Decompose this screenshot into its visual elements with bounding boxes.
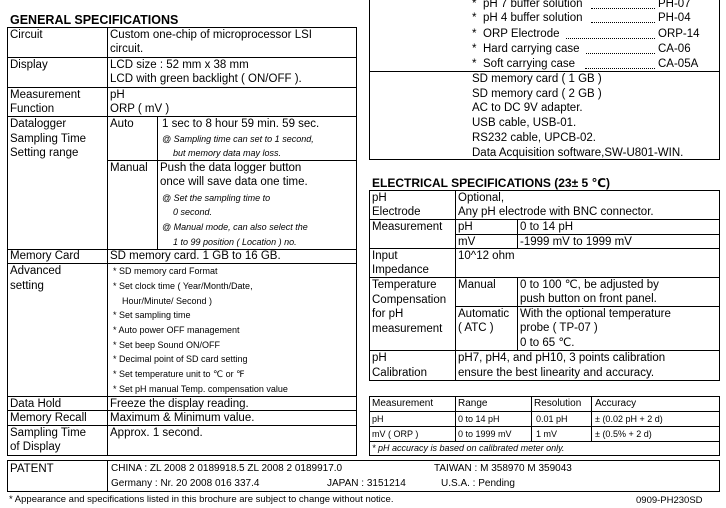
memory-card-label: Memory Card — [10, 250, 80, 262]
display-sampling-label: Sampling Time — [10, 427, 87, 439]
patent-border — [7, 491, 720, 492]
measurement-ph-unit: pH — [458, 221, 473, 233]
display-sampling-label: of Display — [10, 441, 61, 453]
measurement-mv-range: -1999 mV to 1999 mV — [520, 236, 632, 248]
advanced-setting-label: setting — [10, 280, 44, 292]
temp-comp-auto-value: 0 to 65 ℃. — [520, 337, 575, 349]
accessory-bullet: * — [472, 12, 477, 24]
accessory-bullet: * — [472, 58, 477, 70]
circuit-value: circuit. — [110, 43, 144, 55]
display-sampling-value: Approx. 1 second. — [110, 427, 203, 439]
accessory-item: Soft carrying case — [483, 58, 576, 70]
accessory-border — [719, 0, 720, 160]
general-spec-title: GENERAL SPECIFICATIONS — [10, 13, 179, 27]
patent-border — [719, 460, 720, 492]
row-divider — [517, 219, 518, 249]
patent-border — [7, 460, 720, 461]
accessory-code: ORP-14 — [658, 28, 700, 40]
datalogger-auto-label: Auto — [110, 118, 134, 130]
ph-calibration-label: pH — [372, 352, 387, 364]
advanced-setting-item: * Decimal point of SD card setting — [113, 354, 248, 364]
accessory-other: Data Acquisition software,SW-U801-WIN. — [472, 147, 684, 159]
measurement-function-label: Measurement — [10, 89, 81, 101]
advanced-setting-label: Advanced — [10, 265, 62, 277]
accessory-code: CA-06 — [658, 43, 691, 55]
accuracy-cell: 1 mV — [536, 429, 558, 439]
ph-electrode-value: Any pH electrode with BNC connector. — [458, 206, 654, 218]
accuracy-cell: pH — [372, 414, 384, 424]
accuracy-header: Accuracy — [595, 398, 637, 409]
temp-comp-manual-value: push button on front panel. — [520, 293, 657, 305]
accuracy-header: Resolution — [534, 398, 582, 409]
datalogger-manual-label: Manual — [110, 162, 148, 174]
measurement-label: Measurement — [372, 221, 443, 233]
row-divider — [157, 116, 158, 249]
general-table-border — [356, 27, 357, 456]
ph-calibration-label: Calibration — [372, 367, 427, 379]
advanced-setting-item: * SD memory card Format — [113, 266, 218, 276]
accuracy-cell: ± (0.5% + 2 d) — [595, 429, 652, 439]
advanced-setting-item: * Set pH manual Temp. compensation value — [113, 384, 288, 394]
datalogger-auto-note: but memory data may loss. — [173, 148, 282, 158]
accessory-border — [369, 0, 370, 160]
patent-china: CHINA : ZL 2008 2 0189918.5 ZL 2008 2 0189917.0 — [111, 463, 343, 474]
electrical-table-border — [369, 190, 720, 191]
electrical-spec-title: ELECTRICAL SPECIFICATIONS (23± 5 ℃) — [372, 176, 611, 190]
temp-comp-label: Compensation — [372, 294, 447, 306]
dot-leader — [586, 53, 655, 54]
ph-calibration-value: pH7, pH4, and pH10, 3 points calibration — [458, 352, 666, 364]
accessory-other: SD memory card ( 1 GB ) — [472, 73, 602, 85]
accuracy-note: * pH accuracy is based on calibrated meter only. — [372, 443, 565, 453]
accessory-bullet: * — [472, 43, 477, 55]
patent-taiwan: TAIWAN : M 358970 M 359043 — [434, 463, 572, 474]
advanced-setting-item: * Set temperature unit to ℃ or ℉ — [113, 369, 245, 379]
datalogger-manual-note: 1 to 99 position ( Location ) no. — [173, 237, 297, 247]
patent-japan: JAPAN : 3151214 — [327, 478, 406, 489]
memory-recall-value: Maximum & Minimum value. — [110, 412, 255, 424]
accessory-code: PH-07 — [658, 0, 691, 10]
display-value: LCD with green backlight ( ON/OFF ). — [110, 73, 302, 85]
footer-code: 0909-PH230SD — [636, 495, 703, 506]
display-value: LCD size : 52 mm x 38 mm — [110, 59, 249, 71]
datalogger-auto-note: @ Sampling time can set to 1 second, — [162, 134, 314, 144]
datalogger-manual-note: @ Set the sampling time to — [162, 193, 271, 203]
footer-note: * Appearance and specifications listed in this brochure are subject to change without notice. — [9, 494, 394, 505]
patent-germany: Germany : Nr. 20 2008 016 337.4 — [111, 478, 260, 489]
datalogger-label: Setting range — [10, 147, 79, 159]
accessory-code: PH-04 — [658, 12, 691, 24]
accessory-other: USB cable, USB-01. — [472, 117, 577, 129]
accuracy-cell: mV ( ORP ) — [372, 429, 419, 439]
row-divider — [517, 277, 518, 350]
advanced-setting-item: * Set sampling time — [113, 310, 191, 320]
patent-border — [7, 460, 8, 492]
ph-electrode-label: pH — [372, 192, 387, 204]
dot-leader — [585, 68, 655, 69]
electrical-table-border — [369, 380, 720, 381]
display-label: Display — [10, 59, 48, 71]
data-hold-label: Data Hold — [10, 398, 62, 410]
datalogger-manual-note: 0 second. — [173, 207, 213, 217]
datalogger-label: Sampling Time — [10, 133, 87, 145]
advanced-setting-item: Hour/Minute/ Second ) — [122, 296, 213, 306]
memory-recall-label: Memory Recall — [10, 412, 87, 424]
patent-label: PATENT — [10, 463, 54, 475]
row-divider — [531, 396, 532, 442]
advanced-setting-item: * Set clock time ( Year/Month/Date, — [113, 281, 253, 291]
advanced-setting-item: * Set beep Sound ON/OFF — [113, 340, 221, 350]
datalogger-manual-value: once will save data one time. — [160, 176, 308, 188]
measurement-function-value: ORP ( mV ) — [110, 103, 170, 115]
input-impedance-value: 10^12 ohm — [458, 250, 515, 262]
patent-usa: U.S.A. : Pending — [441, 478, 515, 489]
accessory-bullet: * — [472, 28, 477, 40]
accessory-item: pH 7 buffer solution — [483, 0, 583, 10]
temp-comp-manual-label: Manual — [458, 279, 496, 291]
temp-comp-label: measurement — [372, 323, 443, 335]
temp-comp-auto-value: probe ( TP-07 ) — [520, 322, 598, 334]
datalogger-label: Datalogger — [10, 118, 67, 130]
general-table-border — [7, 455, 357, 456]
temp-comp-manual-value: 0 to 100 ℃, be adjusted by — [520, 279, 659, 291]
accuracy-cell: ± (0.02 pH + 2 d) — [595, 414, 663, 424]
circuit-value: Custom one-chip of microprocessor LSI — [110, 29, 312, 41]
accessory-other: RS232 cable, UPCB-02. — [472, 132, 597, 144]
circuit-label: Circuit — [10, 29, 43, 41]
accessory-item: pH 4 buffer solution — [483, 12, 583, 24]
data-hold-value: Freeze the display reading. — [110, 398, 249, 410]
accessory-other: SD memory card ( 2 GB ) — [472, 88, 602, 100]
temp-comp-label: Temperature — [372, 279, 437, 291]
patent-border — [107, 460, 108, 492]
general-table-border — [107, 27, 108, 456]
ph-electrode-label: Electrode — [372, 206, 421, 218]
accessory-other: AC to DC 9V adapter. — [472, 102, 583, 114]
temp-comp-label: for pH — [372, 308, 404, 320]
datalogger-manual-value: Push the data logger button — [160, 162, 302, 174]
input-impedance-label: Input — [372, 250, 398, 262]
accuracy-cell: 0 to 14 pH — [458, 414, 500, 424]
accuracy-header: Range — [458, 398, 488, 409]
temp-comp-auto-label: ( ATC ) — [458, 322, 494, 334]
accuracy-cell: 0.01 pH — [536, 414, 568, 424]
ph-electrode-value: Optional, — [458, 192, 505, 204]
accessory-code: CA-05A — [658, 58, 699, 70]
memory-card-value: SD memory card. 1 GB to 16 GB. — [110, 250, 281, 262]
row-divider — [455, 396, 456, 442]
accuracy-table-border — [369, 455, 720, 456]
input-impedance-label: Impedance — [372, 264, 429, 276]
general-table-border — [7, 27, 8, 456]
dot-leader — [591, 22, 655, 23]
datalogger-auto-value: 1 sec to 8 hour 59 min. 59 sec. — [162, 118, 320, 130]
temp-comp-auto-label: Automatic — [458, 308, 510, 320]
advanced-setting-item: * Auto power OFF management — [113, 325, 240, 335]
dot-leader — [591, 8, 655, 9]
accessory-item: Hard carrying case — [483, 43, 580, 55]
accessory-item: ORP Electrode — [483, 28, 560, 40]
measurement-function-value: pH — [110, 89, 125, 101]
temp-comp-auto-value: With the optional temperature — [520, 308, 671, 320]
measurement-ph-range: 0 to 14 pH — [520, 221, 574, 233]
measurement-function-label: Function — [10, 103, 55, 115]
dot-leader — [566, 38, 655, 39]
ph-calibration-value: ensure the best linearity and accuracy. — [458, 367, 655, 379]
datalogger-manual-note: @ Manual mode, can also select the — [162, 222, 308, 232]
measurement-mv-unit: mV — [458, 236, 476, 248]
accuracy-header: Measurement — [372, 398, 434, 409]
row-divider — [591, 396, 592, 442]
accessory-bullet: * — [472, 0, 477, 10]
accuracy-cell: 0 to 1999 mV — [458, 429, 512, 439]
